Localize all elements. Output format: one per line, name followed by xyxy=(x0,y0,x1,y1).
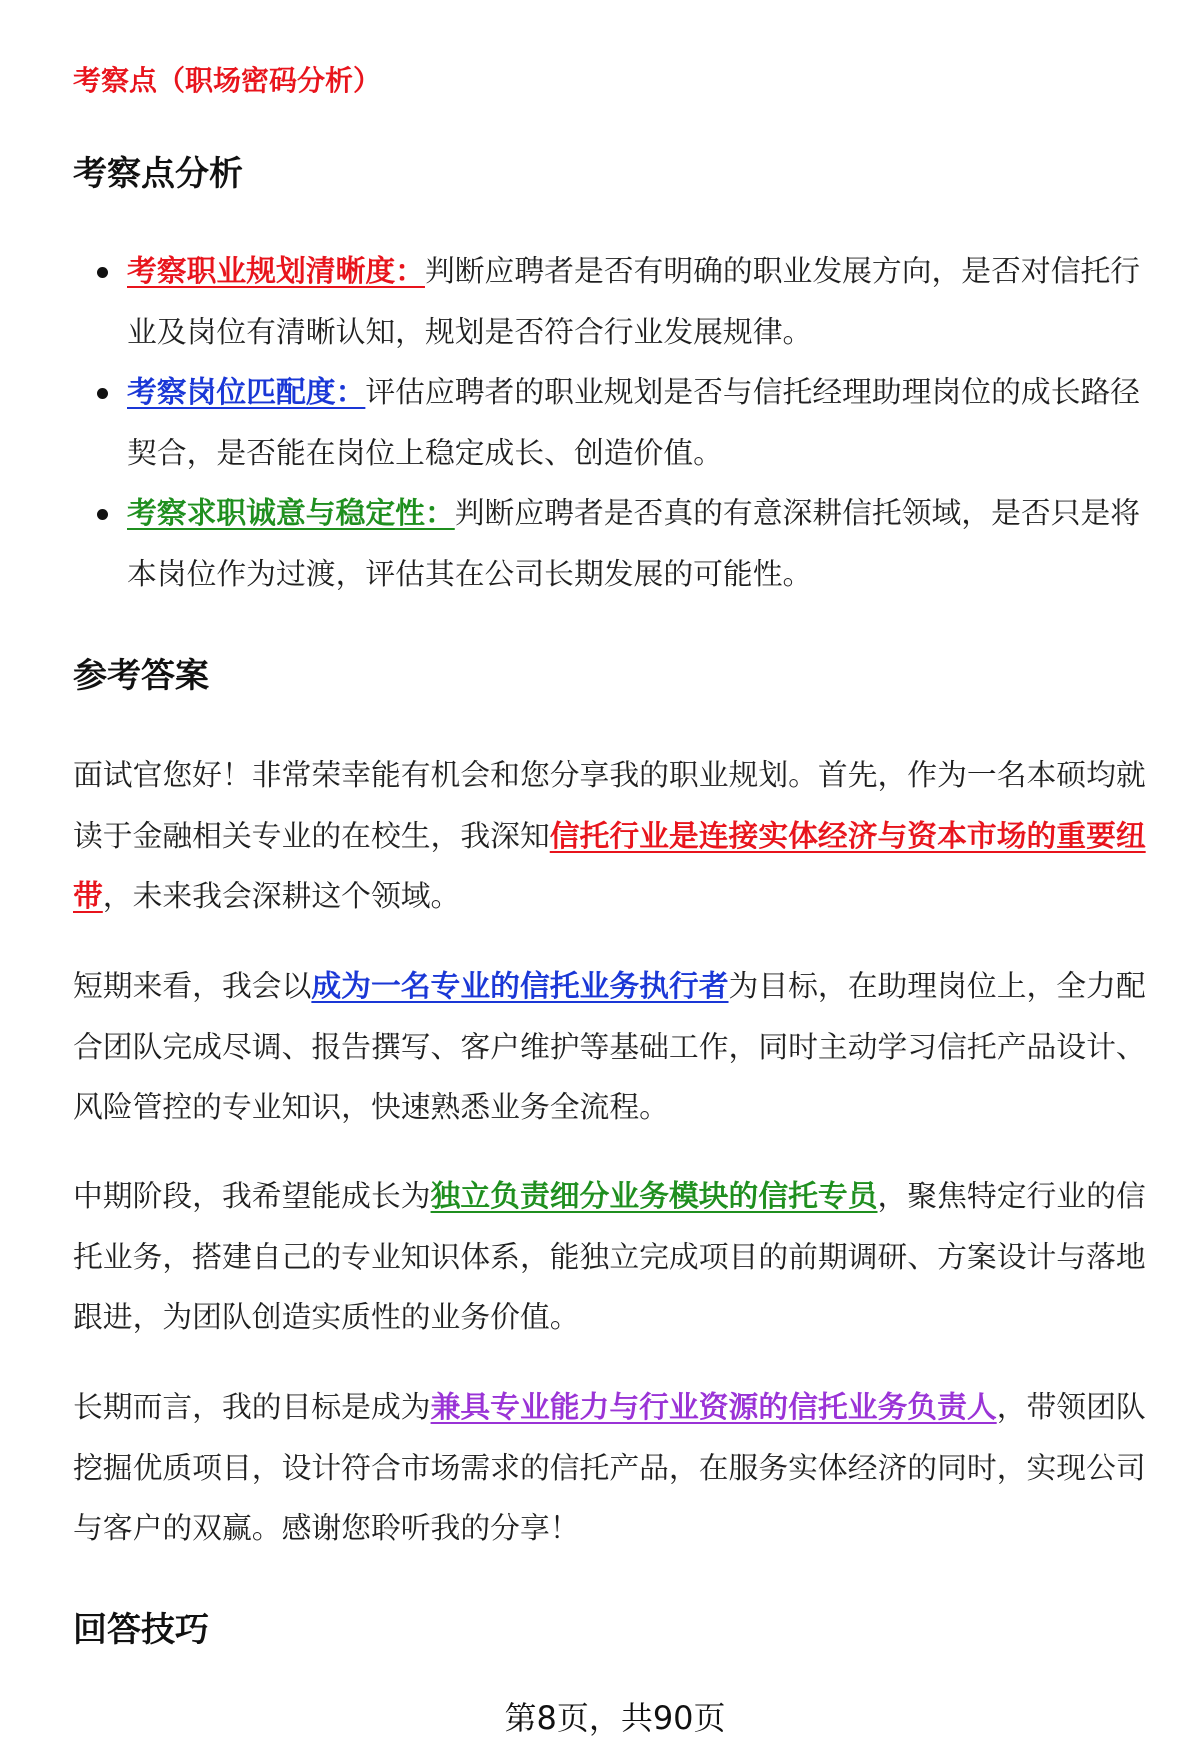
highlight-phrase: 独立负责细分业务模块的信托专员 xyxy=(430,1179,878,1214)
paragraph-line xyxy=(73,1078,1163,1139)
paragraph-line xyxy=(73,1378,1163,1439)
plain-text: 中期阶段，我希望能成长为 xyxy=(73,1179,431,1214)
plain-text: 跟进，为团队创造实质性的业务价值。 xyxy=(73,1300,580,1335)
plain-text: 托业务，搭建自己的专业知识体系，能独立完成项目的前期调研、方案设计与落地 xyxy=(73,1239,1146,1275)
answer-paragraph-short-term xyxy=(73,957,1163,1139)
highlight-phrase: 信托行业是连接实体经济与资本市场的重要纽 xyxy=(549,818,1146,854)
paragraph-line xyxy=(73,1288,1163,1349)
paragraph-line xyxy=(73,807,1163,868)
answer-paragraph-long-term xyxy=(73,1378,1163,1560)
paragraph-line xyxy=(73,1499,1163,1560)
plain-text: 风险管控的专业知识，快速熟悉业务全流程。 xyxy=(73,1090,669,1125)
answer-paragraph-intro xyxy=(73,746,1163,928)
plain-text: 长期而言，我的目标是成为 xyxy=(73,1390,431,1425)
paragraph-line xyxy=(73,957,1163,1018)
plain-text: 为目标，在助理岗位上，全力配 xyxy=(728,969,1146,1004)
highlight-phrase: 带 xyxy=(73,879,103,914)
plain-text: ，带领团队 xyxy=(996,1390,1146,1425)
paragraph-line xyxy=(73,1167,1163,1228)
bullet-text: 判断应聘者是否真的有意深耕信托领域，是否只是将 xyxy=(454,496,1141,532)
plain-text: 读于金融相关专业的在校生，我深知 xyxy=(73,818,550,854)
paragraph-line xyxy=(73,1439,1163,1500)
bullet-dot-icon xyxy=(97,267,108,278)
paragraph-line xyxy=(73,1018,1163,1079)
highlight-phrase: 兼具专业能力与行业资源的信托业务负责人 xyxy=(430,1390,997,1425)
plain-text: 与客户的双赢。感谢您聆听我的分享！ xyxy=(73,1511,580,1546)
bullet-line xyxy=(0,484,1200,545)
bullet-line xyxy=(0,242,1200,303)
paragraph-line xyxy=(73,746,1163,807)
bullet-text: 业及岗位有清晰认知，规划是否符合行业发展规律。 xyxy=(127,314,813,350)
paragraph-line xyxy=(73,1228,1163,1289)
bullet-text: 评估应聘者的职业规划是否与信托经理助理岗位的成长路径 xyxy=(365,375,1141,411)
plain-text: ，聚焦特定行业的信 xyxy=(877,1179,1146,1214)
section-label: 考察点（职场密码分析） xyxy=(73,64,382,97)
bullet-label: 考察岗位匹配度： xyxy=(127,375,366,411)
bullet-sincerity-stability xyxy=(0,484,1200,605)
plain-text: 短期来看，我会以 xyxy=(73,969,312,1004)
bullet-line xyxy=(0,363,1200,424)
bullet-text: 契合，是否能在岗位上稳定成长、创造价值。 xyxy=(127,435,723,471)
analysis-heading: 考察点分析 xyxy=(73,154,243,194)
highlight-phrase: 成为一名专业的信托业务执行者 xyxy=(311,969,729,1004)
analysis-bullet-list xyxy=(0,242,1200,606)
plain-text: 合团队完成尽调、报告撰写、客户维护等基础工作，同时主动学习信托产品设计、 xyxy=(73,1029,1146,1065)
bullet-label: 考察求职诚意与稳定性： xyxy=(127,496,455,532)
bullet-line xyxy=(0,303,1200,364)
plain-text: 面试官您好！非常荣幸能有机会和您分享我的职业规划。首先，作为一名本硕均就 xyxy=(73,758,1146,793)
bullet-label: 考察职业规划清晰度： xyxy=(127,254,425,289)
bullet-text: 本岗位作为过渡，评估其在公司长期发展的可能性。 xyxy=(127,556,813,592)
tips-heading: 回答技巧 xyxy=(73,1610,209,1650)
bullet-text: 判断应聘者是否有明确的职业发展方向，是否对信托行 xyxy=(424,254,1141,289)
bullet-career-planning-clarity xyxy=(0,242,1200,363)
bullet-position-match xyxy=(0,363,1200,484)
bullet-line xyxy=(0,424,1200,485)
plain-text: 挖掘优质项目，设计符合市场需求的信托产品，在服务实体经济的同时，实现公司 xyxy=(73,1450,1146,1486)
plain-text: ，未来我会深耕这个领域。 xyxy=(102,879,461,914)
paragraph-line xyxy=(73,867,1163,928)
answer-heading: 参考答案 xyxy=(73,656,209,696)
page-indicator: 第8页，共90页 xyxy=(504,1699,726,1737)
answer-paragraph-mid-term xyxy=(73,1167,1163,1349)
bullet-line xyxy=(0,545,1200,606)
